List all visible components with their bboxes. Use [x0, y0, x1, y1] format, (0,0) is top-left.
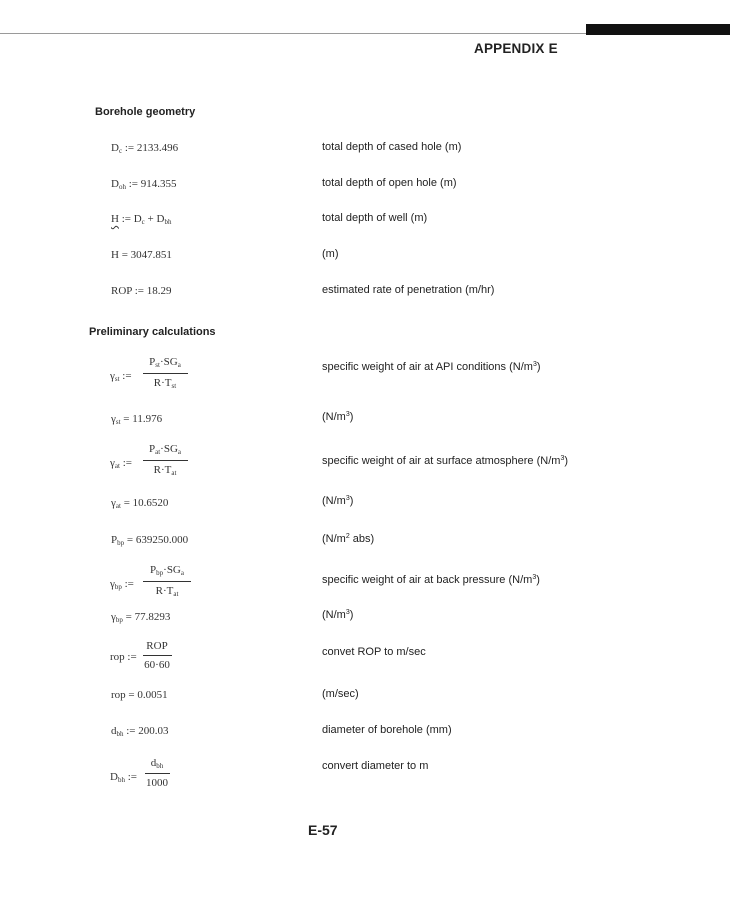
- eq-gamma-bp-def: $\gamma_{bp}$ := $P_{bp}\cdot SG_a$ $R\cdot T_{at}$: [110, 564, 190, 604]
- eq-cased-depth: $D_c$ := 2133.496: [111, 142, 179, 155]
- eq-gamma-st-value: $\gamma_{st} = 11.976$: [111, 413, 163, 426]
- eq-diameter-convert: $D_{bh}$ := $d_{bh}$ 1000: [110, 757, 168, 789]
- eq-total-depth-def: H := $D_c + D_{bh}$: [111, 213, 172, 226]
- eq-gamma-at-def: $\gamma_{at}$ := $P_{at}\cdot SG_a$ $R\cdot T_{at}$: [110, 443, 190, 483]
- eq-total-depth-value: H = 3047.851: [111, 249, 172, 261]
- desc-diameter-convert: convert diameter to m: [322, 760, 429, 772]
- section-preliminary-calculations: Preliminary calculations: [89, 326, 216, 338]
- desc-gamma-st: specific weight of air at API conditions $(N/m^3)$: [322, 361, 541, 373]
- desc-rop-unit: (m/sec): [322, 688, 359, 700]
- desc-total-depth-unit: (m): [322, 248, 339, 260]
- desc-rop-convert: convet ROP to m/sec: [322, 646, 426, 658]
- eq-rop-convert: rop := ROP 60·60: [110, 640, 190, 680]
- eq-pressure-bp: $P_{bp} = 639250.000$: [111, 534, 189, 547]
- desc-borehole-diameter: diameter of borehole (mm): [322, 724, 452, 736]
- desc-cased-depth: total depth of cased hole (m): [322, 141, 462, 153]
- eq-rop: ROP := 18.29: [111, 285, 172, 297]
- eq-borehole-diameter: $d_{bh}$ := 200.03: [111, 725, 169, 738]
- desc-gamma-bp-unit: $(N/m^3)$: [322, 609, 354, 621]
- desc-gamma-at: specific weight of air at surface atmosphere $(N/m^3)$: [322, 455, 569, 467]
- appendix-heading: APPENDIX E: [474, 41, 558, 56]
- eq-gamma-bp-value: $\gamma_{bp} = 77.8293$: [111, 611, 171, 624]
- desc-gamma-at-unit: $(N/m^3)$: [322, 495, 354, 507]
- header-bar: [586, 24, 730, 35]
- eq-rop-value: rop = 0.0051: [111, 689, 168, 701]
- page-number: E-57: [308, 822, 338, 838]
- eq-gamma-at-value: $\gamma_{at} = 10.6520$: [111, 497, 169, 510]
- desc-open-depth: total depth of open hole (m): [322, 177, 457, 189]
- desc-gamma-bp: specific weight of air at back pressure $(N/m^3)$: [322, 574, 540, 586]
- desc-rop: estimated rate of penetration (m/hr): [322, 284, 495, 296]
- eq-gamma-st-def: $\gamma_{st}$ := $P_{st}\cdot SG_a$ $R\cdot T_{st}$: [110, 356, 190, 396]
- desc-gamma-st-unit: $(N/m^3)$: [322, 411, 354, 423]
- eq-open-depth: $D_{oh}$ := 914.355: [111, 178, 177, 191]
- desc-total-depth: total depth of well (m): [322, 212, 428, 224]
- desc-pressure-bp: ($N/m^2$ abs): [322, 533, 375, 545]
- section-borehole-geometry: Borehole geometry: [95, 106, 196, 118]
